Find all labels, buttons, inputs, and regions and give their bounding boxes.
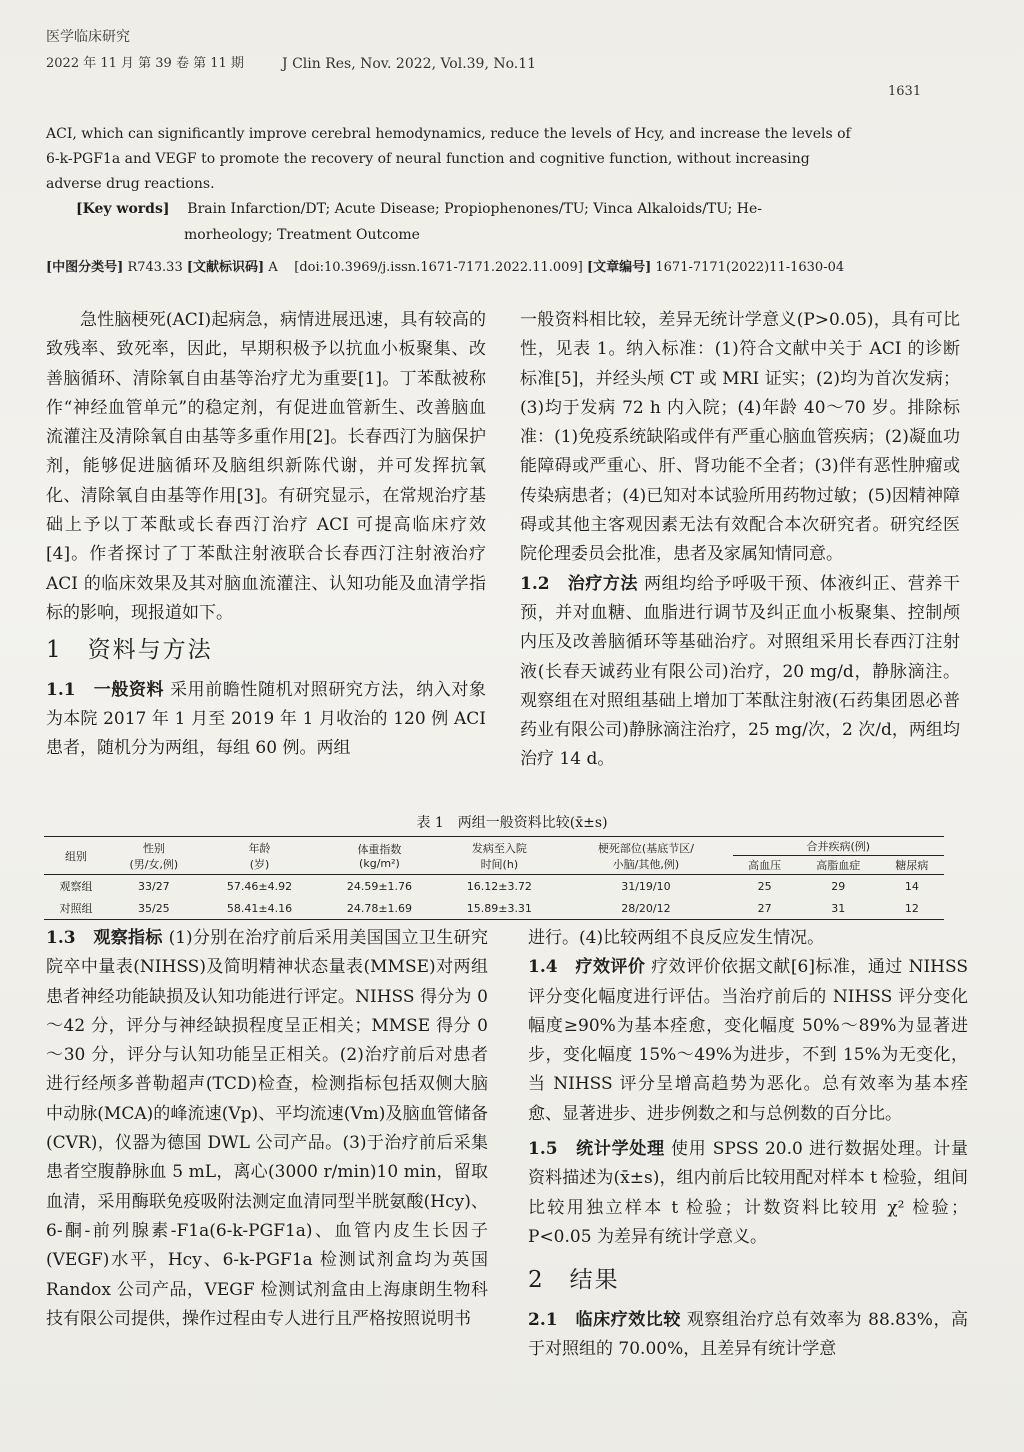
table-1-title: 表 1 两组一般资料比较(x̄±s) — [416, 815, 608, 831]
section-1-2 — [520, 570, 960, 775]
table-cell: 12 — [880, 897, 944, 920]
table-cell: 25 — [757, 879, 772, 893]
clc-value: R743.33 — [127, 260, 183, 275]
table-cell: 31/19/10 — [621, 879, 671, 893]
table-header-infarct-site: 梗死部位(基底节区/ 小脑/其他,例) — [559, 837, 732, 875]
section-1-5 — [528, 1135, 968, 1252]
clc-label: [中图分类号] — [46, 260, 124, 275]
table-header-bmi: 体重指数 (kg/m²) — [319, 837, 439, 875]
keywords-label: [Key words] — [76, 201, 170, 217]
section-1-3 — [46, 924, 488, 1334]
observation-continued: 进行。(4)比较两组不良反应发生情况。 — [528, 928, 825, 948]
table-cell: 对照组 — [44, 897, 108, 920]
table-cell: 31 — [797, 897, 880, 920]
table-cell: 观察组 — [59, 880, 93, 893]
classification-line — [46, 256, 906, 275]
doi: [doi:10.3969/j.issn.1671-7171.2022.11.009] — [294, 260, 583, 275]
table-cell: 15.89±3.31 — [439, 897, 559, 920]
section-1-4-text: 疗效评价依据文献[6]标准，通过 NIHSS 评分变化幅度进行评估。当治疗前后的 NIHSS 评分变化幅度≥90%为基本痊愈，变化幅度 50%～89%为显著进步，变化幅度 15%～49%为进步，不到 15%为无变化，当 NIHSS 评分呈增高趋势为恶化。总有效率为基本痊愈、显著进步、进步例数之和与总例数的百分比。 — [528, 957, 969, 1124]
left-column-bottom — [46, 924, 488, 1334]
table-header-comorbidity: 合并疾病(例) — [733, 837, 944, 856]
right-column-top — [520, 306, 960, 775]
section-1-1-label: 1.1 一般资料 — [46, 679, 165, 700]
table-row — [44, 897, 944, 920]
table-cell: 35/25 — [108, 897, 199, 920]
table-cell: 27 — [733, 897, 797, 920]
table-cell: 24.78±1.69 — [319, 897, 439, 920]
table-cell: 16.12±3.72 — [466, 879, 532, 893]
table-cell: 33/27 — [137, 879, 170, 893]
page-number: 1631 — [888, 84, 922, 99]
section-1-3-label: 1.3 观察指标 — [46, 928, 163, 948]
section-2-1-text: 观察组治疗总有效率为 88.83%，高于对照组的 70.00%，且差异有统计学意 — [528, 1309, 969, 1359]
section-1-1 — [46, 676, 486, 764]
doc-code-label: [文献标识码] — [186, 260, 265, 275]
table-header-group: 组别 — [44, 837, 108, 875]
abstract-english-end: ACI, which can significantly improve cerebral hemodynamics, reduce the levels of Hcy, and increase the levels of 6-k-PGF1a and VEGF to promote the recovery of neural function and cognitive function, without increasing adverse drug reactions. — [46, 126, 851, 192]
table-header-sex: 性别 (男/女,例) — [108, 837, 199, 875]
section-1-title: 1 资料与方法 — [46, 637, 213, 664]
issue-info-cn: 2022 年 11 月 第 39 卷 第 11 期 — [46, 56, 244, 71]
journal-name-cn: 医学临床研究 — [46, 29, 130, 45]
left-column-top — [46, 306, 486, 763]
section-2-title: 2 结果 — [528, 1267, 620, 1294]
section-1-2-text: 两组均给予呼吸干预、体液纠正、营养干预，并对血糖、血脂进行调节及纠正血小板聚集、控制颅内压及改善脑循环等基础治疗。对照组采用长春西汀注射液(长春天诚药业有限公司)治疗，20 mg/d，静脉滴注。观察组在对照组基础上增加丁苯酞注射液(石药集团恩必普药业有限公司)静脉滴注治疗，25 mg/次，2 次/d，两组均治疗 14 d。 — [520, 573, 961, 770]
table-header-age: 年龄 (岁) — [200, 837, 320, 875]
table-cell: 28/20/12 — [559, 897, 732, 920]
table-header-hyperlipidemia: 高脂血症 — [797, 856, 880, 875]
table-cell: 24.59±1.76 — [346, 879, 413, 893]
keywords-line1: Brain Infarction/DT; Acute Disease; Propiophenones/TU; Vinca Alkaloids/TU; He- — [187, 201, 762, 217]
table-cell: 58.41±4.16 — [200, 897, 320, 920]
article-number-label: [文章编号] — [586, 260, 652, 275]
article-number-value: 1671-7171(2022)11-1630-04 — [655, 260, 845, 275]
table-1 — [44, 836, 944, 920]
table-row — [44, 875, 944, 898]
doc-code-value: A — [268, 260, 278, 275]
section-1-5-label: 1.5 统计学处理 — [528, 1139, 665, 1160]
section-1-5-text: 使用 SPSS 20.0 进行数据处理。计量资料描述为(x̄±s)，组内前后比较用配对样本 t 检验，组间比较用独立样本 t 检验；计数资料比较用 χ² 检验；P<0.05 为差异有统计学意义。 — [528, 1139, 969, 1247]
table-header-diabetes: 糖尿病 — [880, 856, 944, 875]
section-1-3-text: (1)分别在治疗前后采用美国国立卫生研究院卒中量表(NIHSS)及简明精神状态量表(MMSE)对两组患者神经功能缺损及认知功能进行评定。NIHSS 得分为 0～42 分，评分与神经缺损程度呈正相关；MMSE 得分 0～30 分，评分与认知功能呈正相关。(2)治疗前后对患者进行经颅多普勒超声(TCD)检查，检测指标包括双侧大脑中动脉(MCA)的峰流速(Vp)、平均流速(Vm)及脑血管储备(CVR)，仪器为德国 DWL 公司产品。(3)于治疗前后采集患者空腹静脉血 5 mL，离心(3000 r/min)10 min，留取血清，采用酶联免疫吸附法测定血清同型半胱氨酸(Hcy)、6-酮-前列腺素-F1a(6-k-PGF1a)、血管内皮生长因子(VEGF)水平，Hcy、6-k-PGF1a 检测试剂盒均为英国 Randox 公司产品，VEGF 检测试剂盒由上海康朗生物科技有限公司提供，操作过程由专人进行且严格按照说明书 — [46, 928, 488, 1329]
section-2-1 — [528, 1306, 968, 1365]
table-cell: 14 — [904, 879, 919, 893]
right-column-bottom — [528, 924, 968, 1364]
table-header-hypertension: 高血压 — [733, 856, 797, 875]
journal-name-en: J Clin Res, Nov. 2022, Vol.39, No.11 — [282, 56, 537, 72]
section-2-1-label: 2.1 临床疗效比较 — [528, 1309, 681, 1330]
keywords — [76, 196, 876, 248]
table-header-onset-time: 发病至入院 时间(h) — [439, 837, 559, 875]
section-1-4 — [528, 953, 968, 1129]
general-data-paragraph: 一般资料相比较，差异无统计学意义(P>0.05)，具有可比性，见表 1。纳入标准：(1)符合文献中关于 ACI 的诊断标准[5]，并经头颅 CT 或 MRI 证实；(2)均为首次发病；(3)均于发病 72 h 内入院；(4)年龄 40～70 岁。排除标准：(1)免疫系统缺陷或伴有严重心脑血管疾病；(2)凝血功能障碍或严重心、肝、肾功能不全者；(3)伴有恶性肿瘤或传染病患者；(4)已知对本试验所用药物过敏；(5)因精神障碍或其他主客观因素无法有效配合本次研究者。研究经医院伦理委员会批准，患者及家属知情同意。 — [520, 310, 960, 565]
intro-paragraph: 急性脑梗死(ACI)起病急，病情进展迅速，具有较高的致残率、致死率，因此，早期积极予以抗血小板聚集、改善脑循环、清除氧自由基等治疗尤为重要[1]。丁苯酞被称作“神经血管单元”的稳定剂，有促进血管新生、改善脑血流灌注及清除氧自由基等多重作用[2]。长春西汀为脑保护剂，能够促进脑循环及脑组织新陈代谢，并可发挥抗氧化、清除氧自由基等作用[3]。有研究显示，在常规治疗基础上予以丁苯酞或长春西汀治疗 ACI 可提高临床疗效[4]。作者探讨了丁苯酞注射液联合长春西汀注射液治疗 ACI 的临床效果及其对脑血流灌注、认知功能及血清学指标的影响，现报道如下。 — [46, 310, 486, 623]
table-cell: 29 — [831, 879, 846, 893]
section-1-4-label: 1.4 疗效评价 — [528, 957, 646, 978]
table-cell: 57.46±4.92 — [226, 879, 293, 893]
section-1-1-text: 采用前瞻性随机对照研究方法，纳入对象为本院 2017 年 1 月至 2019 年 1 月收治的 120 例 ACI 患者，随机分为两组，每组 60 例。两组 — [46, 679, 487, 759]
section-1-2-label: 1.2 治疗方法 — [520, 573, 639, 594]
keywords-line2: morheology; Treatment Outcome — [184, 227, 420, 243]
